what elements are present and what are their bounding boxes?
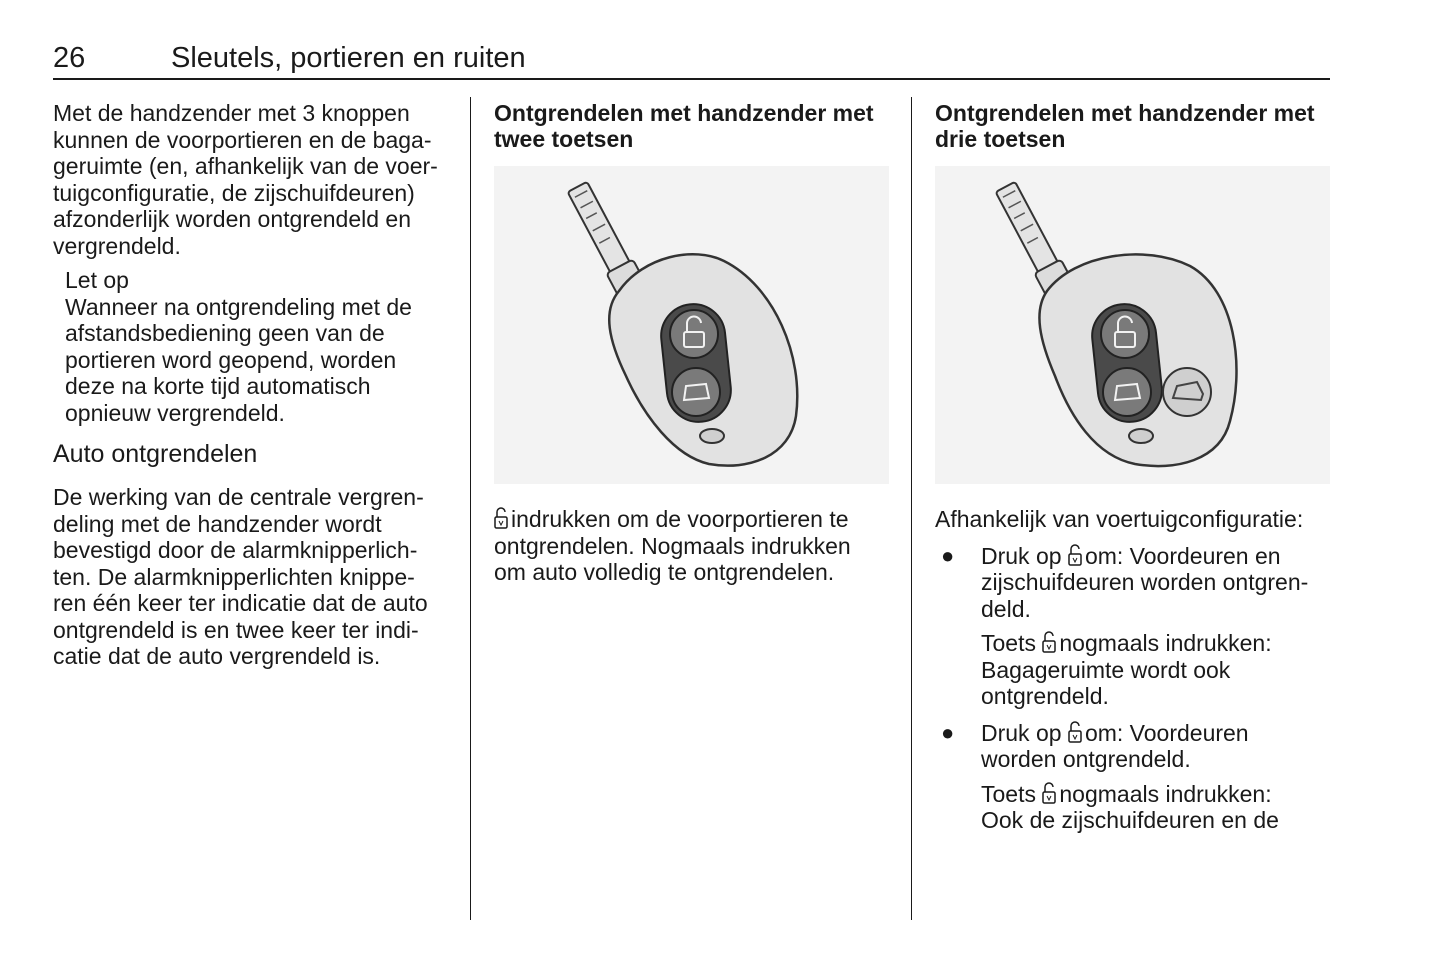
- page-title: Sleutels, portieren en ruiten: [171, 42, 526, 74]
- unlock-icon: [494, 506, 508, 530]
- instruction-text: indrukken om de voorportieren te ontgrendelen. Nogmaals indrukken om auto volledig te ontgrendelen.: [494, 506, 851, 585]
- page-header: [53, 40, 1330, 80]
- body-paragraph: De werking van de centrale vergren- deling met de handzender wordt bevestigd door de alarmknipperlich- ten. De alarmknipperlichten knippe- ren één keer ter indicatie dat de auto ontgrendeld is en twee keer ter indi- catie dat de auto vergrendeld is.: [53, 484, 428, 669]
- key-fob-three-buttons-illustration: [935, 166, 1330, 484]
- config-intro: Afhankelijk van voertuigconfiguratie:: [935, 506, 1304, 532]
- list-item-subtext: Toets nogmaals indrukken: Bagageruimte wordt ook ontgrendeld.: [981, 630, 1272, 709]
- note-title: Let op: [65, 267, 129, 293]
- column-right: [935, 100, 1335, 834]
- column-left: [53, 100, 453, 670]
- key-fob-two-buttons-illustration: [494, 166, 889, 484]
- column-divider: [470, 97, 471, 920]
- bullet-icon: ●: [941, 542, 955, 568]
- note-box: [65, 267, 453, 426]
- intro-paragraph: Met de handzender met 3 knoppen kunnen de voorportieren en de baga- geruimte (en, afhankelijk van de voer- tuigconfiguratie, de zijschuifdeuren) afzonderlijk worden ontgrendeld en vergrendeld.: [53, 100, 438, 259]
- column-middle: [494, 100, 889, 586]
- bullet-icon: ●: [941, 719, 955, 745]
- section-heading: Ontgrendelen met handzender met twee toetsen: [494, 100, 874, 152]
- note-text: Wanneer na ontgrendeling met de afstandsbediening geen van de portieren word geopend, worden deze na korte tijd automatisch opnieuw vergrendeld.: [65, 293, 412, 426]
- unlock-icon: [1068, 720, 1082, 744]
- column-divider: [911, 97, 912, 920]
- section-heading: Auto ontgrendelen: [53, 440, 258, 468]
- unlock-icon: [1042, 781, 1056, 805]
- unlock-icon: [1068, 543, 1082, 567]
- page-number: 26: [53, 42, 86, 74]
- section-heading: Ontgrendelen met handzender met drie toetsen: [935, 100, 1315, 152]
- list-item: ● Druk op om: Voordeuren en zijschuifdeuren worden ontgren- deld.: [941, 542, 1309, 622]
- list-item: ● Druk op om: Voordeuren worden ontgrendeld.: [941, 719, 1249, 772]
- unlock-icon: [1042, 630, 1056, 654]
- list-item-subtext: Toets nogmaals indrukken: Ook de zijschuifdeuren en de: [981, 780, 1279, 833]
